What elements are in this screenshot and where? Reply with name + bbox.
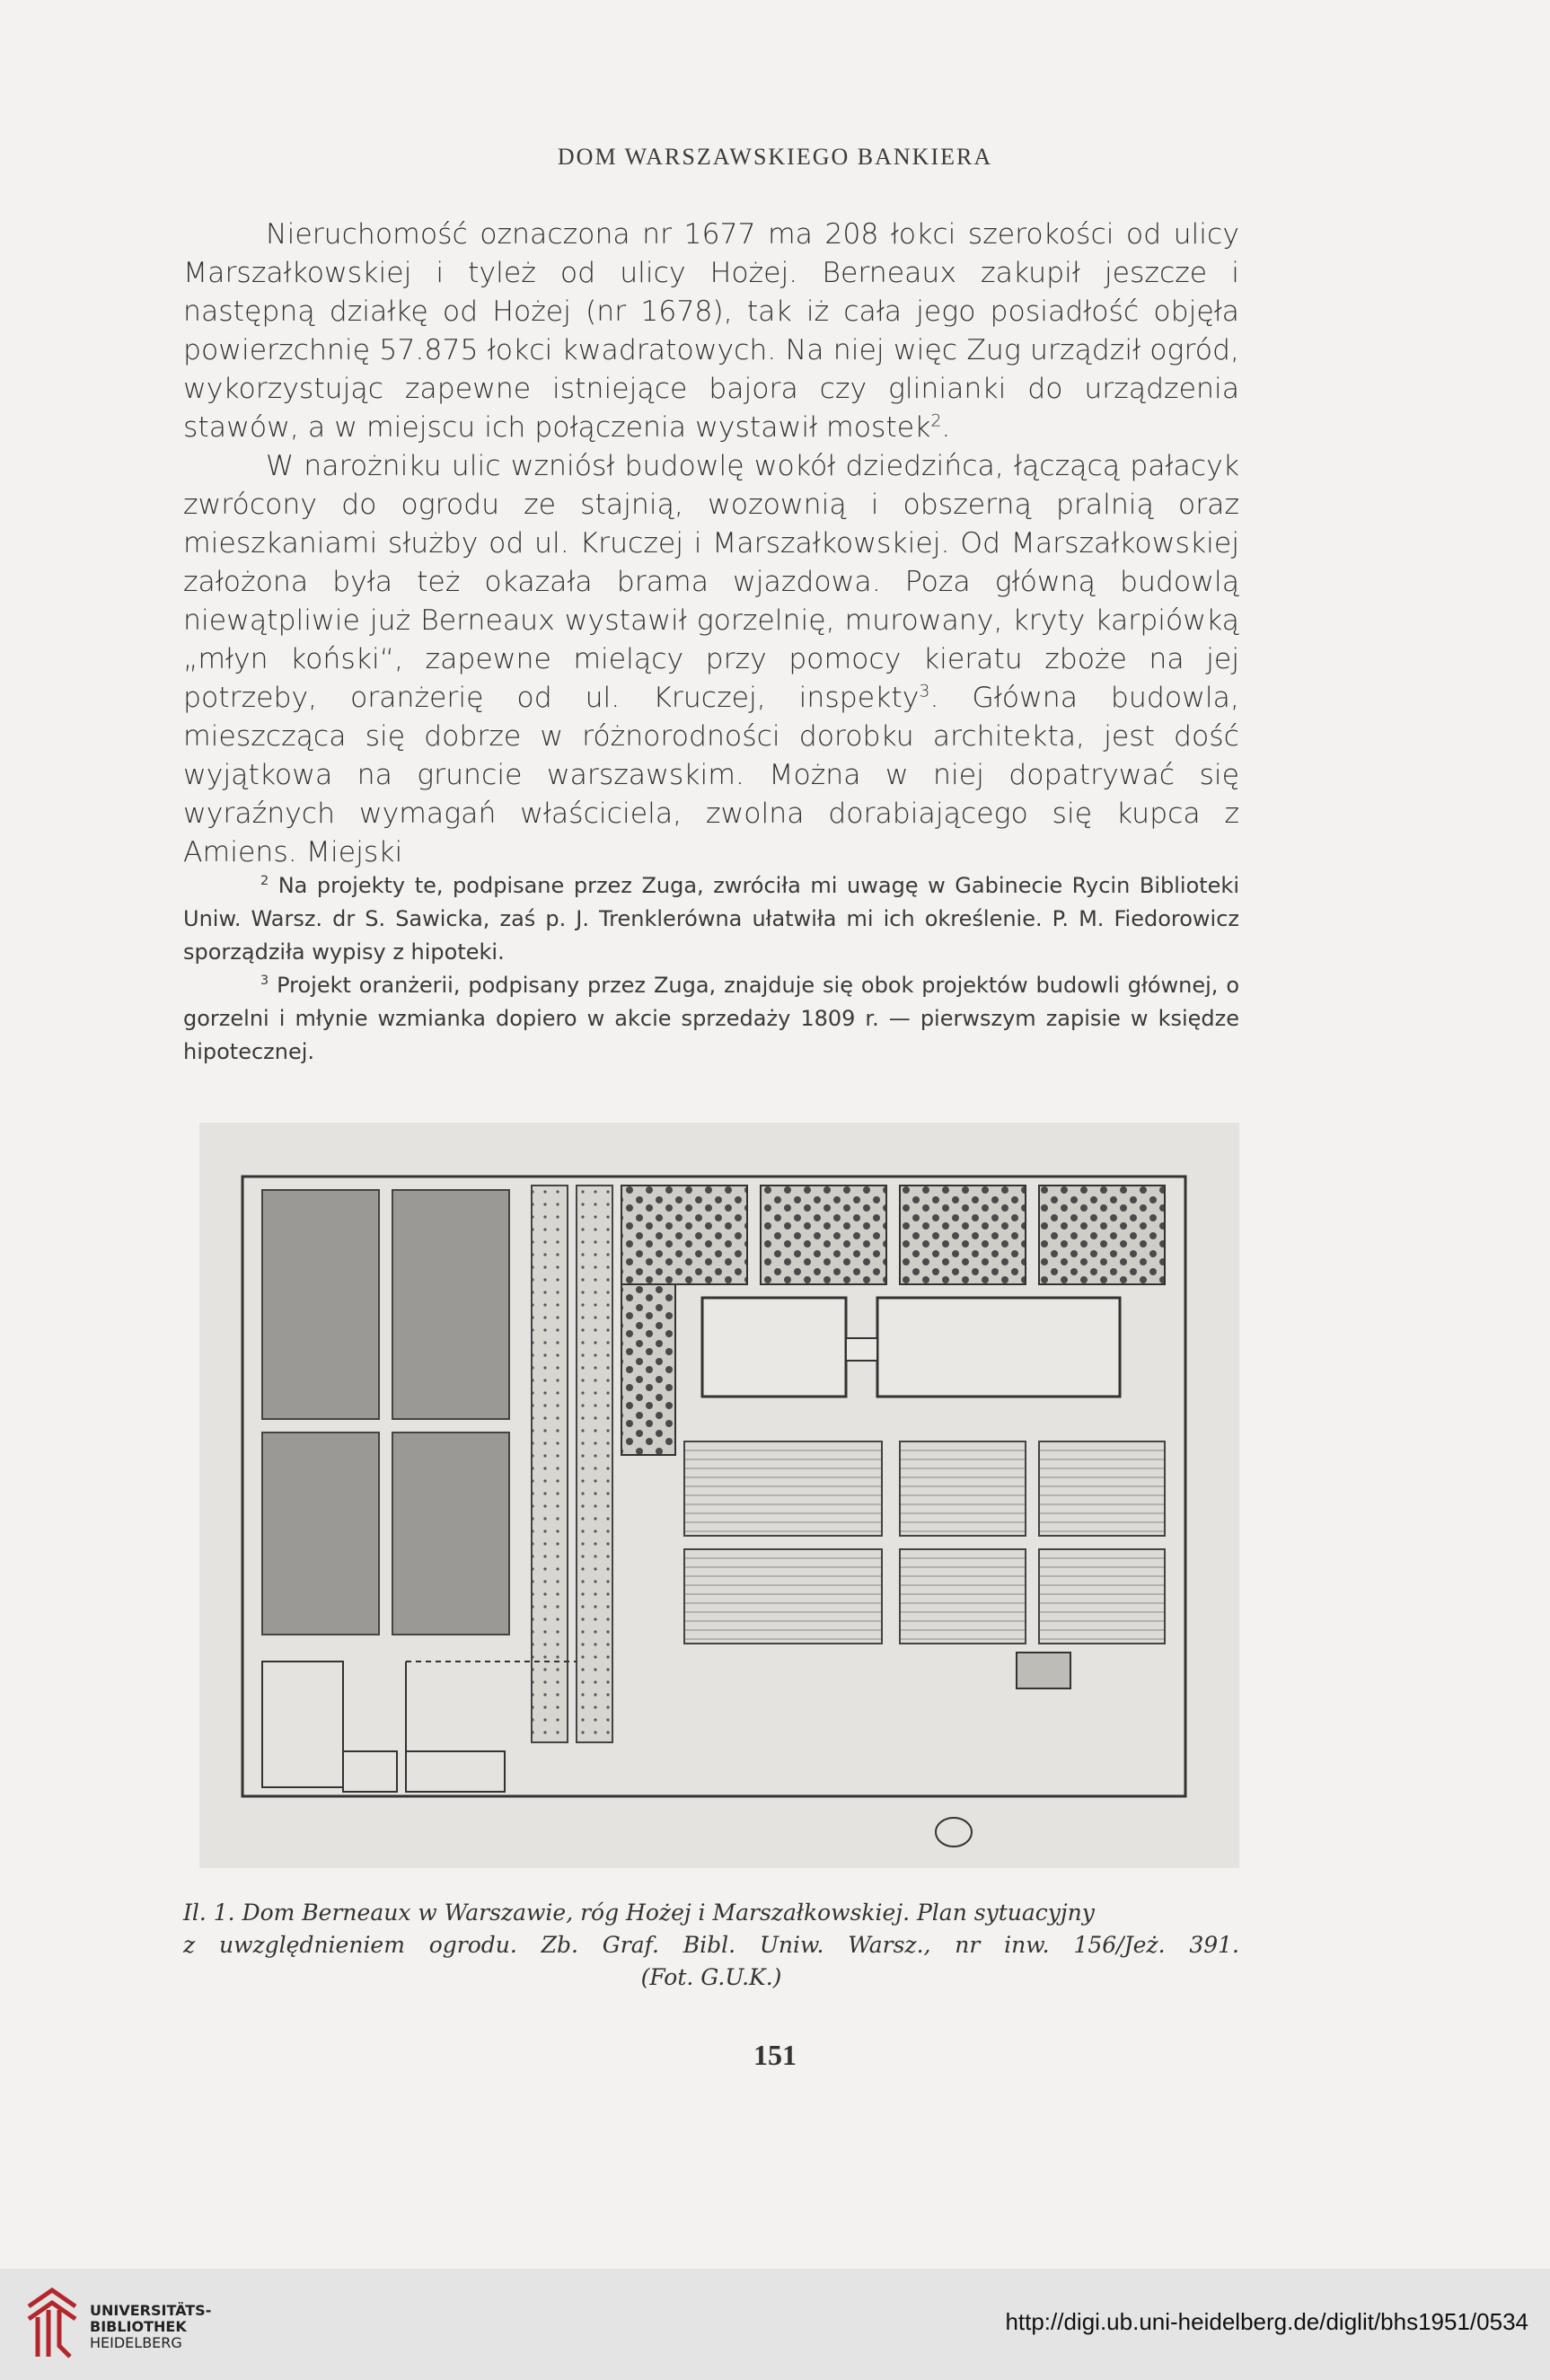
library-name-line-1: UNIVERSITÄTS- — [90, 2302, 212, 2319]
paragraph-1-text: Nieruchomość oznaczona nr 1677 ma 208 łokci szerokości od ulicy Marszałkowskiej i tyleż od ulicy Hożej. Berneaux zakupił jeszcze i następną działkę od Hożej (nr 1678), tak iż cała jego posiadłość objęła powierzchnię 57.875 łokci kwadratowych. Na niej więc Zug urządził ogród, wykorzystując zapewne istniejące bajora czy glinianki do urządzenia stawów, a w miejscu ich połączenia wystawił mostek — [183, 218, 1239, 444]
footnote-mark: 2 — [260, 874, 269, 888]
caption-line-2: z uwzględnieniem ogrodu. Zb. Graf. Bibl. Uniw. Warsz., nr inw. 156/Jeż. 391. — [183, 1932, 1239, 1958]
footnote-ref-2[interactable]: 2 — [930, 410, 942, 431]
footnote-text: Projekt oranżerii, podpisany przez Zuga, znajduje się obok projektów budowli głównej, o gorzelni i młynie wzmianka dopiero w akcie sprzedaży 1809 r. — pierwszym zapisie w księdze hipotecznej. — [183, 973, 1239, 1064]
footnotes — [183, 869, 1239, 1069]
paragraph-1-end: . — [941, 411, 951, 444]
paragraph-2-end: . Główna budowla, mieszcząca się dobrze w różnorodności dorobku architekta, jest dość wyjątkowa na gruncie warszawskim. Można w niej dopatrywać się wyraźnych wymagań właściciela, zwolna dorabiającego się kupca z Amiens. Miejski — [183, 682, 1239, 868]
caption-line-1: Il. 1. Dom Berneaux w Warszawie, róg Hożej i Marszałkowskiej. Plan sytuacyjny — [183, 1900, 1095, 1926]
caption-credit: (Fot. G.U.K.) — [640, 1964, 782, 1990]
permalink-url[interactable]: http://digi.ub.uni-heidelberg.de/diglit/bhs1951/0534 — [1005, 2308, 1528, 2335]
library-name — [90, 2303, 211, 2351]
library-name-line-3: HEIDELBERG — [90, 2334, 182, 2351]
university-library-logo-icon — [25, 2287, 79, 2360]
footnote-mark: 3 — [260, 974, 269, 988]
paragraph-1 — [183, 216, 1239, 447]
garden-plan-drawing — [199, 1123, 1239, 1868]
page-number: 151 — [753, 2039, 797, 2071]
footnote-2 — [183, 869, 1239, 969]
library-name-line-2: BIBLIOTHEK — [90, 2318, 187, 2335]
running-head: DOM WARSZAWSKIEGO BANKIERA — [557, 144, 993, 170]
footnote-ref-3[interactable]: 3 — [919, 681, 930, 701]
paragraph-2 — [183, 447, 1239, 872]
footnote-text: Na projekty te, podpisane przez Zuga, zwróciła mi uwagę w Gabinecie Rycin Biblioteki Uniw. Warsz. dr S. Sawicka, zaś p. J. Trenklerówna ułatwiła mi ich określenie. P. M. Fiedorowicz sporządziła wypisy z hipoteki. — [183, 873, 1239, 965]
paragraph-2-text: W narożniku ulic wzniósł budowlę wokół dziedzińca, łączącą pałacyk zwrócony do ogrodu ze stajnią, wozownią i obszerną pralnią oraz mieszkaniami służby od ul. Kruczej i Marszałkowskiej. Od Marszałkowskiej założona była też okazała brama wjazdowa. Poza główną budowlą niewątpliwie już Berneaux wystawił gorzelnię, murowany, kryty karpiówką „młyn koński“, zapewne mielący przy pomocy kieratu zboże na jej potrzeby, oranżerię od ul. Kruczej, inspekty — [183, 450, 1239, 714]
site-plan-figure — [199, 1123, 1239, 1868]
library-footer — [0, 2269, 1550, 2380]
body-text — [183, 216, 1239, 872]
figure-caption — [183, 1897, 1239, 1994]
footnote-3 — [183, 969, 1239, 1069]
